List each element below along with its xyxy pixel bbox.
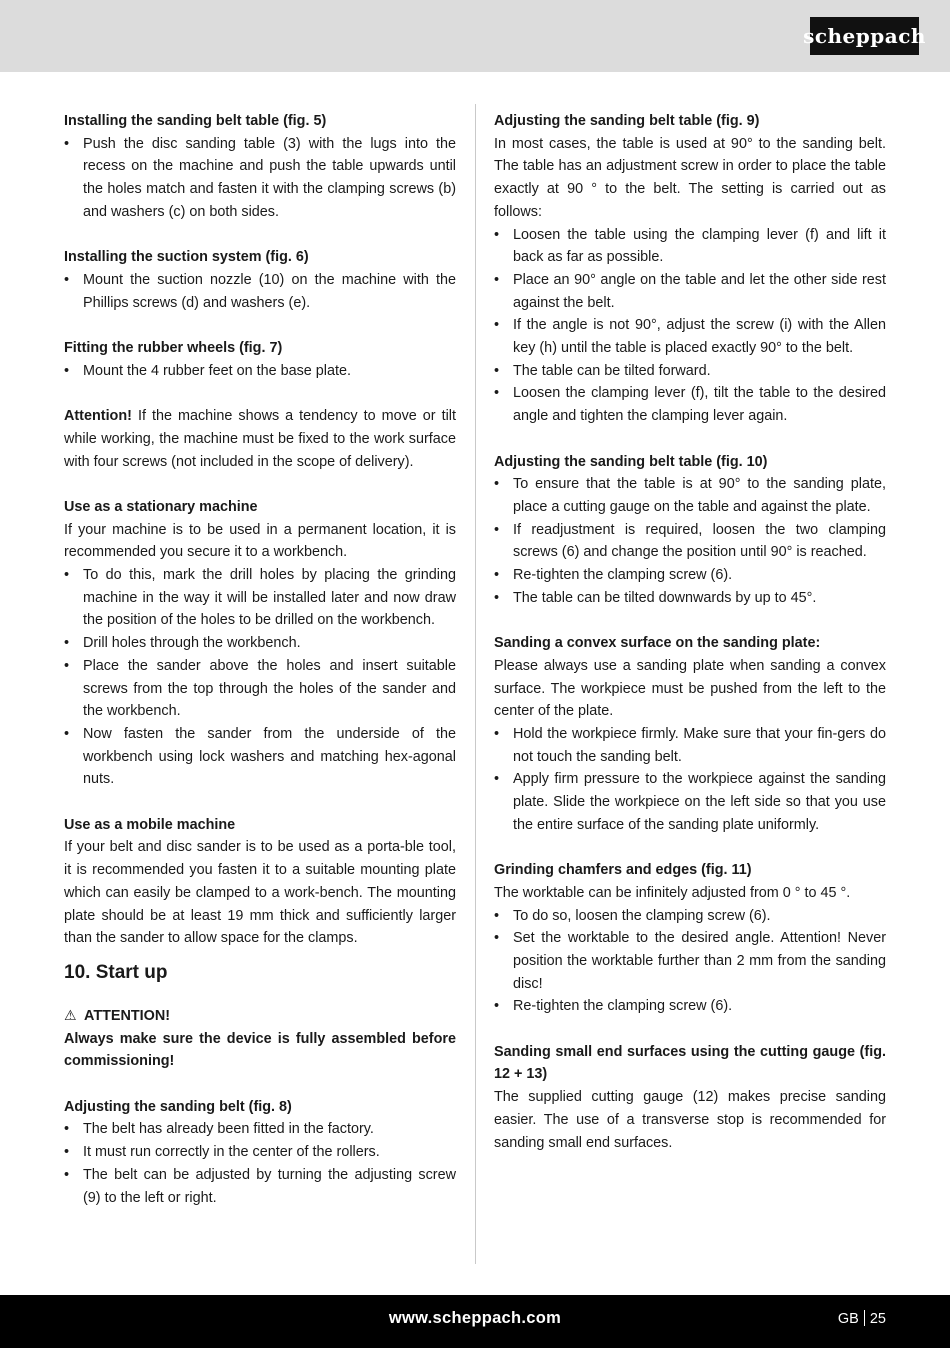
list-item: • To do this, mark the drill holes by placing the grinding machine in the way it will be installed later and now draw the position of the holes to be drilled on the workbench. [64,564,456,632]
page-number: 25 [869,1311,886,1327]
attention-paragraph [64,405,456,473]
list-item: • If readjustment is required, loosen the two clamping screws (6) and change the position until 90° is reached. [494,519,886,564]
section-attention-warning [64,1004,456,1073]
section-mobile [64,814,456,950]
section-adjust-belt [64,1096,456,1210]
section-adjust-table-fig10 [494,451,886,610]
section-text: The supplied cutting gauge (12) makes precise sanding easier. The use of a transverse stop is recommended for sanding small end surfaces. [494,1089,886,1151]
section-title: Fitting the rubber wheels (fig. 7) [64,340,283,356]
section-title: Adjusting the sanding belt table (fig. 10) [494,453,768,470]
list-item: • To ensure that the table is at 90° to the sanding plate, place a cutting gauge on the table and against the plate. [494,473,886,518]
section-title: Installing the sanding belt table (fig. 5) [64,113,327,129]
page-indicator [838,1310,886,1327]
list-item: • It must run correctly in the center of the rollers. [64,1141,456,1164]
right-column [494,110,886,1177]
footer-url[interactable]: www.scheppach.com [388,1309,562,1327]
footer-bar [0,1295,950,1348]
language-code: GB [837,1311,859,1327]
section-text: If your machine is to be used in a permanent location, it is recommended you secure it to a workbench. [64,521,456,561]
section-title: Use as a mobile machine [64,816,236,833]
list-item: • Drill holes through the workbench. [64,632,456,655]
section-install-belt-table [64,110,456,224]
section-title: Grinding chamfers and edges (fig. 11) [494,862,752,879]
list-item: • The belt has already been fitted in the factory. [64,1118,456,1141]
list-item: • Mount the 4 rubber feet on the base plate. [64,360,456,383]
list-item: • Apply firm pressure to the workpiece against the sanding plate. Slide the workpiece on the left side so that you use the entire surface of the sanding plate uniformly. [494,768,886,836]
section-title: Adjusting the sanding belt (fig. 8) [64,1098,292,1115]
warning-icon: ⚠ [64,1006,77,1023]
section-stationary [64,496,456,791]
section-chamfers [494,859,886,1018]
list-item: • Mount the suction nozzle (10) on the machine with the Phillips screws (d) and washers (e). [64,269,456,314]
list-item: • Now fasten the sander from the underside of the workbench using lock washers and matching hex-agonal nuts. [64,723,456,791]
list-item: • If the angle is not 90°, adjust the screw (i) with the Allen key (h) until the table is placed exactly 90° to the belt. [494,314,886,359]
attention-label: ATTENTION! [84,1007,171,1024]
list-item: • The belt can be adjusted by turning the adjusting screw (9) to the left or right. [64,1164,456,1209]
section-adjust-table-fig9 [494,110,886,428]
attention-lead: Attention! [64,408,132,425]
list-item: • Hold the workpiece firmly. Make sure that your fin-gers do not touch the sanding belt. [494,723,886,768]
section-convex-surface [494,632,886,836]
section-install-suction [64,246,456,314]
section-attention-fix [64,405,456,473]
section-title: Sanding a convex surface on the sanding plate: [494,635,821,652]
section-text: Please always use a sanding plate when sanding a convex surface. The workpiece must be pushed from the left to the center of the plate. [494,657,886,720]
section-title: Sanding small end surfaces using the cutting gauge (fig. 12 + 13) [494,1043,886,1083]
list-item: • Push the disc sanding table (3) with the lugs into the recess on the machine and push the table upwards until the holes match and fasten it with the clamping screws (b) and washers (c) on both sides. [64,133,456,224]
list-item: • Loosen the clamping lever (f), tilt the table to the desired angle and tighten the clamping lever again. [494,382,886,427]
section-text: If your belt and disc sander is to be used as a porta-ble tool, it is recommended you fasten it to a suitable mounting plate which can easily be clamped to a work-bench. The mounting plate should be at least 19 mm thick and sufficiently larger than the sander to allow space for the clamps. [64,839,456,947]
attention-text: Always make sure the device is fully assembled before commissioning! [64,1030,456,1070]
left-column [64,110,456,1232]
list-item: • Re-tighten the clamping screw (6). [494,564,886,587]
section-title: Installing the suction system (fig. 6) [64,249,309,266]
section-title: Use as a stationary machine [64,498,258,515]
column-divider [475,104,476,1264]
list-item: • Loosen the table using the clamping lever (f) and lift it back as far as possible. [494,224,886,269]
list-item: • To do so, loosen the clamping screw (6). [494,905,886,928]
footer-separator [864,1310,865,1326]
list-item: • Place an 90° angle on the table and let the other side rest against the belt. [494,269,886,314]
attention-text: If the machine shows a tendency to move or tilt while working, the machine must be fixed to the work surface with four screws (not included in the scope of delivery). [64,408,456,470]
section-rubber-wheels [64,337,456,382]
list-item: • The table can be tilted forward. [494,360,886,383]
section-title: Adjusting the sanding belt table (fig. 9) [494,113,760,129]
list-item: • Set the worktable to the desired angle. Attention! Never position the worktable further than 2 mm from the sanding disc! [494,927,886,995]
attention-heading [64,1004,456,1028]
section-end-surfaces [494,1041,886,1155]
brand-logo: scheppach [810,17,919,55]
list-item: • Place the sander above the holes and insert suitable screws from the top through the holes of the sander and the workbench. [64,655,456,723]
list-item: • Re-tighten the clamping screw (6). [494,995,886,1018]
list-item: • The table can be tilted downwards by up to 45°. [494,587,886,610]
chapter-title: 10. Start up [64,961,168,983]
section-text: In most cases, the table is used at 90° to the sanding belt. The table has an adjustment screw in order to place the table exactly at 90 ° to the belt. The setting is carried out as follows: [494,135,886,220]
section-text: The worktable can be infinitely adjusted from 0 ° to 45 °. [494,884,851,901]
